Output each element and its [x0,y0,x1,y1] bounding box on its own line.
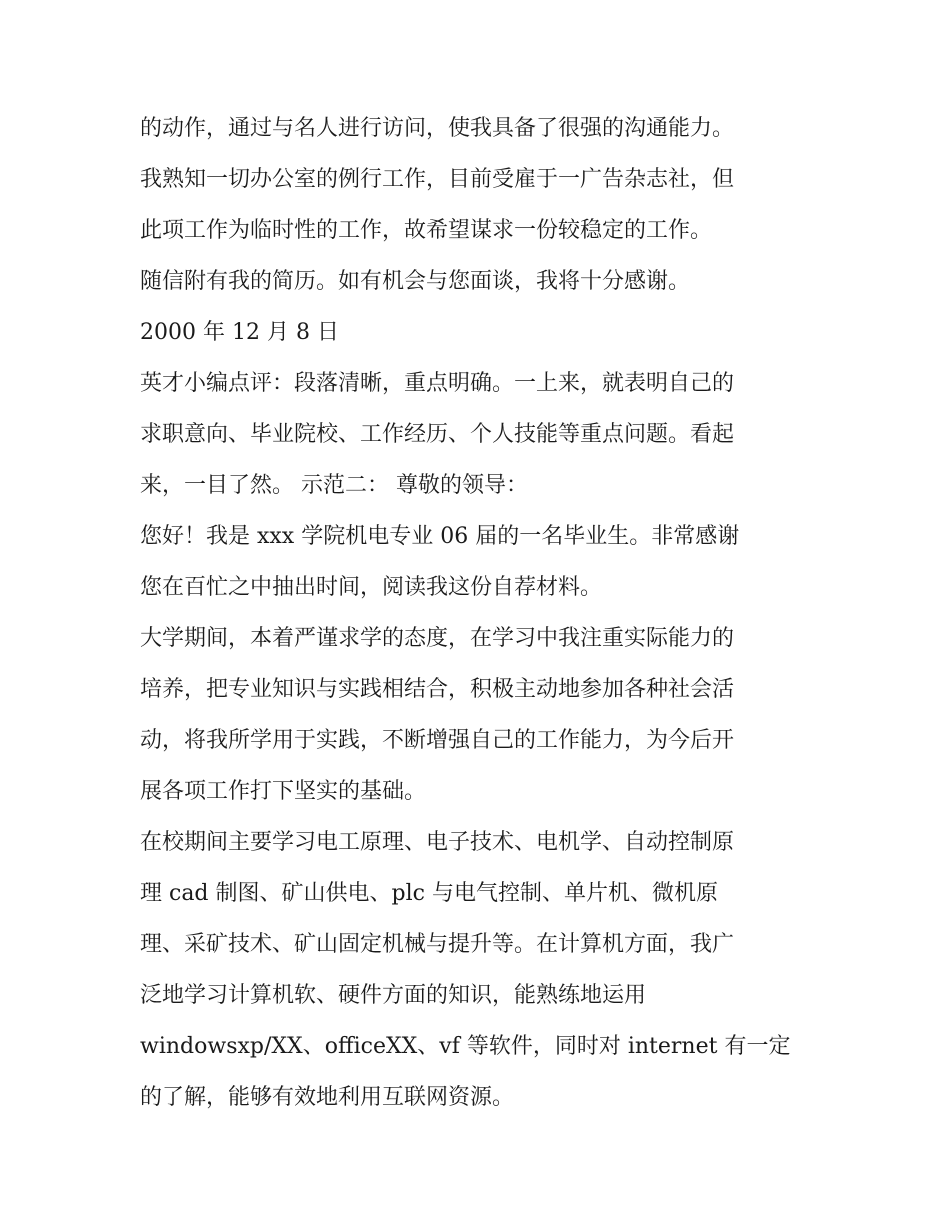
text-line: 我熟知一切办公室的例行工作，目前受雇于一广告杂志社，但 [140,167,735,192]
text-line: 来，一目了然。 示范二： 尊敬的领导： [140,473,528,498]
text-line: 动，将我所学用于实践，不断增强自己的工作能力，为今后开 [140,728,735,753]
body-text [140,103,830,1123]
text-line: windowsxp/XX、officeXX、vf 等软件，同时对 internet 有一定 [140,1034,791,1059]
text-line: 英才小编点评：段落清晰，重点明确。一上来，就表明自己的 [140,371,735,396]
text-line: 理 cad 制图、矿山供电、plc 与电气控制、单片机、微机原 [140,881,718,906]
text-line: 理、采矿技术、矿山固定机械与提升等。在计算机方面，我广 [140,932,735,957]
text-line: 此项工作为临时性的工作，故希望谋求一份较稳定的工作。 [140,218,713,243]
text-line: 您在百忙之中抽出时间，阅读我这份自荐材料。 [140,575,603,600]
text-line: 随信附有我的简历。如有机会与您面谈，我将十分感谢。 [140,269,691,294]
date-line: 2000 年 12 月 8 日 [140,320,339,345]
text-line: 大学期间，本着严谨求学的态度，在学习中我注重实际能力的 [140,626,735,651]
text-line: 的了解，能够有效地利用互联网资源。 [140,1085,515,1110]
text-line: 求职意向、毕业院校、工作经历、个人技能等重点问题。看起 [140,422,735,447]
text-line: 在校期间主要学习电工原理、电子技术、电机学、自动控制原 [140,830,735,855]
text-line: 的动作，通过与名人进行访问，使我具备了很强的沟通能力。 [140,116,735,141]
text-line: 培养，把专业知识与实践相结合，积极主动地参加各种社会活 [140,677,735,702]
text-line: 您好！我是 xxx 学院机电专业 06 届的一名毕业生。非常感谢 [140,524,740,549]
text-line: 泛地学习计算机软、硬件方面的知识，能熟练地运用 [140,983,647,1008]
text-line: 展各项工作打下坚实的基础。 [140,779,427,804]
